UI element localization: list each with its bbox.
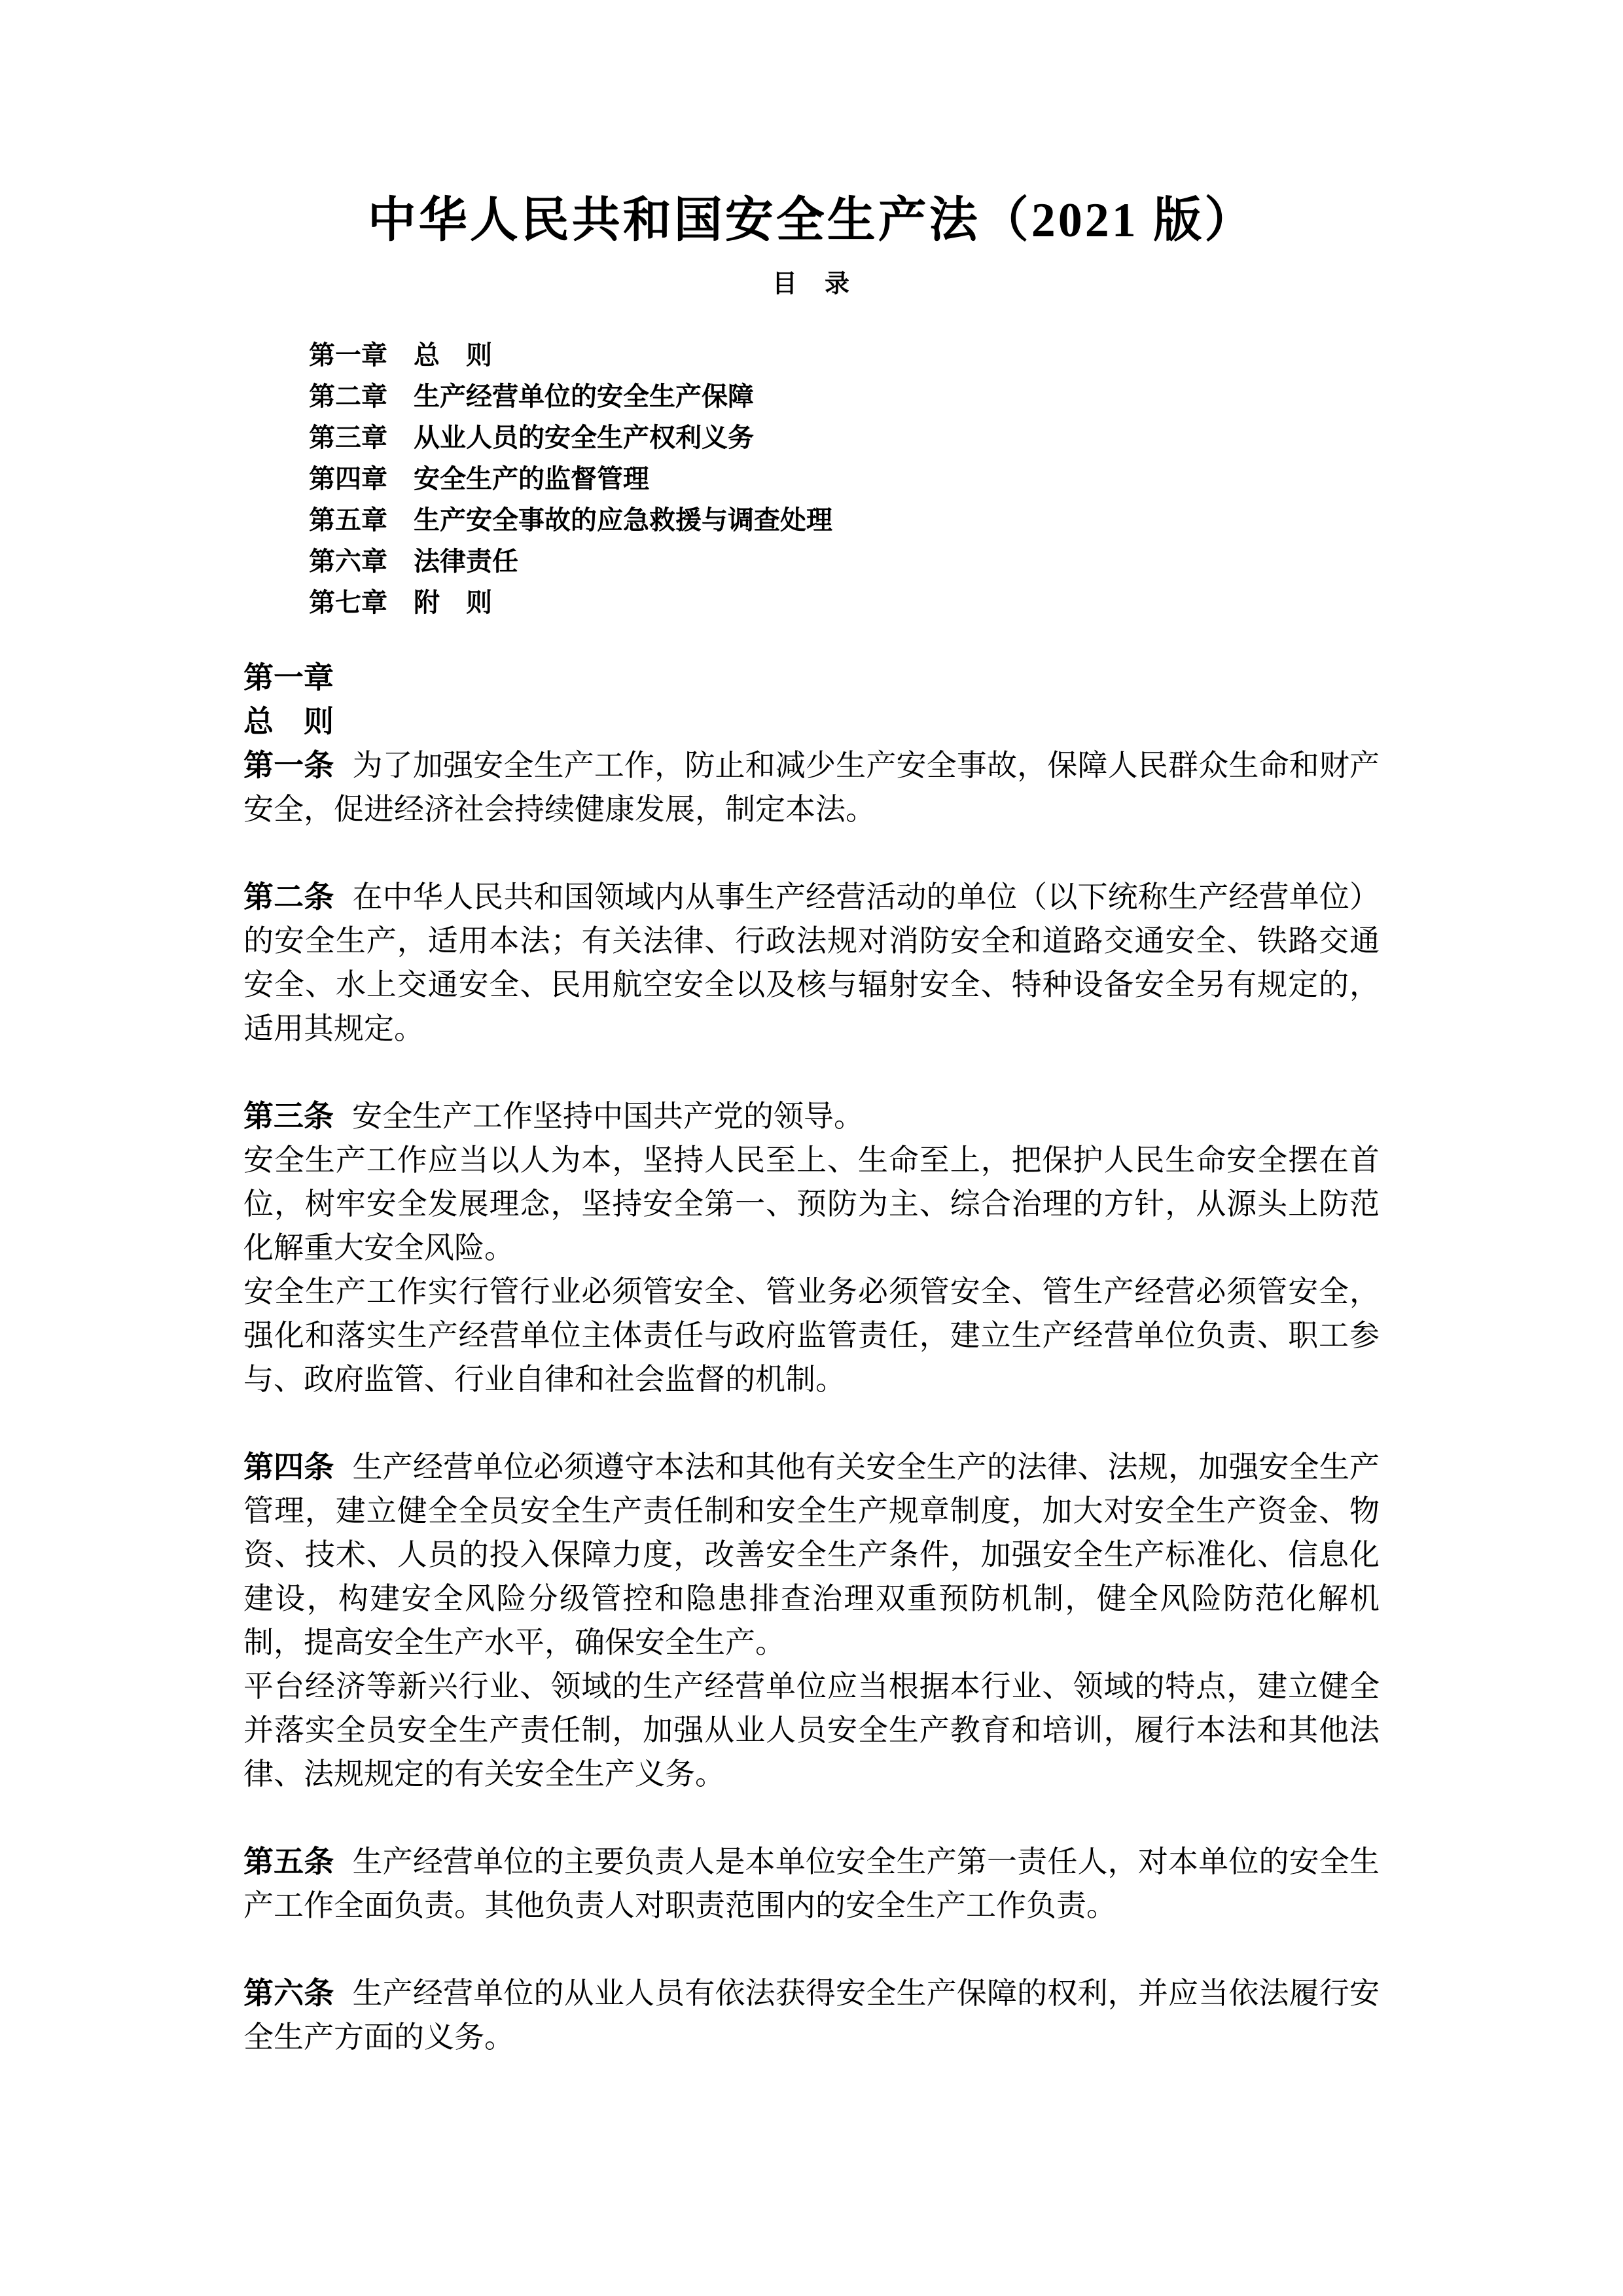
article-4-text-1: 生产经营单位必须遵守本法和其他有关安全生产的法律、法规，加强安全生产管理，建立健全全员安全生产责任制和安全生产规章制度，加大对安全生产资金、物资、技术、人员的投入保障力度，改善安全生产条件，加强安全生产标准化、信息化建设，构建安全风险分级管控和隐患排查治理双重预防机制，健全风险防范化解机制，提高安全生产水平，确保安全生产。: [243, 1450, 1380, 1659]
article-3-paragraph-3: 安全生产工作实行管行业必须管安全、管业务必须管安全、管生产经营必须管安全，强化和落实生产经营单位主体责任与政府监管责任，建立生产经营单位负责、职工参与、政府监管、行业自律和社会监督的机制。: [243, 1275, 1380, 1396]
article-5-label: 第五条: [243, 1845, 334, 1878]
article-3: [243, 1094, 1380, 1401]
article-4: [243, 1445, 1380, 1796]
article-3-label: 第三条: [243, 1100, 334, 1133]
chapter-1-articles: [243, 744, 1380, 2059]
article-5-paragraph-1: [243, 1840, 1380, 1928]
article-6: [243, 1971, 1380, 2059]
toc-heading: 目 录: [772, 270, 851, 298]
toc-list: [309, 334, 1380, 623]
toc-item-chapter-5: 第五章 生产安全事故的应急救援与调查处理: [309, 505, 832, 535]
article-6-paragraph-1: [243, 1971, 1380, 2059]
article-2-text: 在中华人民共和国领域内从事生产经营活动的单位（以下统称生产经营单位）的安全生产，适用本法；有关法律、行政法规对消防安全和道路交通安全、铁路交通安全、水上交通安全、民用航空安全以及核与辐射安全、特种设备安全另有规定的，适用其规定。: [243, 880, 1380, 1045]
article-2: [243, 875, 1380, 1050]
article-3-paragraph-2: 安全生产工作应当以人为本，坚持人民至上、生命至上，把保护人民生命安全摆在首位，树牢安全发展理念，坚持安全第一、预防为主、综合治理的方针，从源头上防范化解重大安全风险。: [243, 1143, 1380, 1265]
toc-item-chapter-2: 第二章 生产经营单位的安全生产保障: [309, 382, 754, 411]
chapter-1-name: 总 则: [243, 705, 334, 738]
toc-item-chapter-6: 第六章 法律责任: [309, 547, 518, 576]
article-5-text: 生产经营单位的主要负责人是本单位安全生产第一责任人，对本单位的安全生产工作全面负责。其他负责人对职责范围内的安全生产工作负责。: [243, 1845, 1380, 1922]
chapter-1-number: 第一章: [243, 661, 334, 694]
article-4-paragraph-2: 平台经济等新兴行业、领域的生产经营单位应当根据本行业、领域的特点，建立健全并落实全员安全生产责任制，加强从业人员安全生产教育和培训，履行本法和其他法律、法规规定的有关安全生产义务。: [243, 1670, 1380, 1791]
article-6-text: 生产经营单位的从业人员有依法获得安全生产保障的权利，并应当依法履行安全生产方面的义务。: [243, 1977, 1380, 2054]
article-2-paragraph-1: [243, 875, 1380, 1050]
toc-item-chapter-1: 第一章 总 则: [309, 340, 492, 370]
toc-item-chapter-7: 第七章 附 则: [309, 588, 492, 617]
article-3-paragraph-1: [243, 1094, 1380, 1138]
article-5: [243, 1840, 1380, 1928]
article-1: [243, 744, 1380, 831]
article-4-paragraph-1: [243, 1445, 1380, 1664]
article-4-label: 第四条: [243, 1450, 334, 1484]
article-1-label: 第一条: [243, 749, 334, 782]
article-3-text-1: 安全生产工作坚持中国共产党的领导。: [352, 1100, 864, 1133]
toc-item-chapter-3: 第三章 从业人员的安全生产权利义务: [309, 423, 754, 452]
chapter-1-heading: [243, 656, 1380, 744]
article-1-paragraph-1: [243, 744, 1380, 831]
article-1-text: 为了加强安全生产工作，防止和减少生产安全事故，保障人民群众生命和财产安全，促进经济社会持续健康发展，制定本法。: [243, 749, 1380, 826]
document-title: 中华人民共和国安全生产法（2021 版）: [367, 194, 1256, 247]
toc-item-chapter-4: 第四章 安全生产的监督管理: [309, 464, 649, 493]
article-6-label: 第六条: [243, 1977, 334, 2010]
article-2-label: 第二条: [243, 880, 334, 914]
